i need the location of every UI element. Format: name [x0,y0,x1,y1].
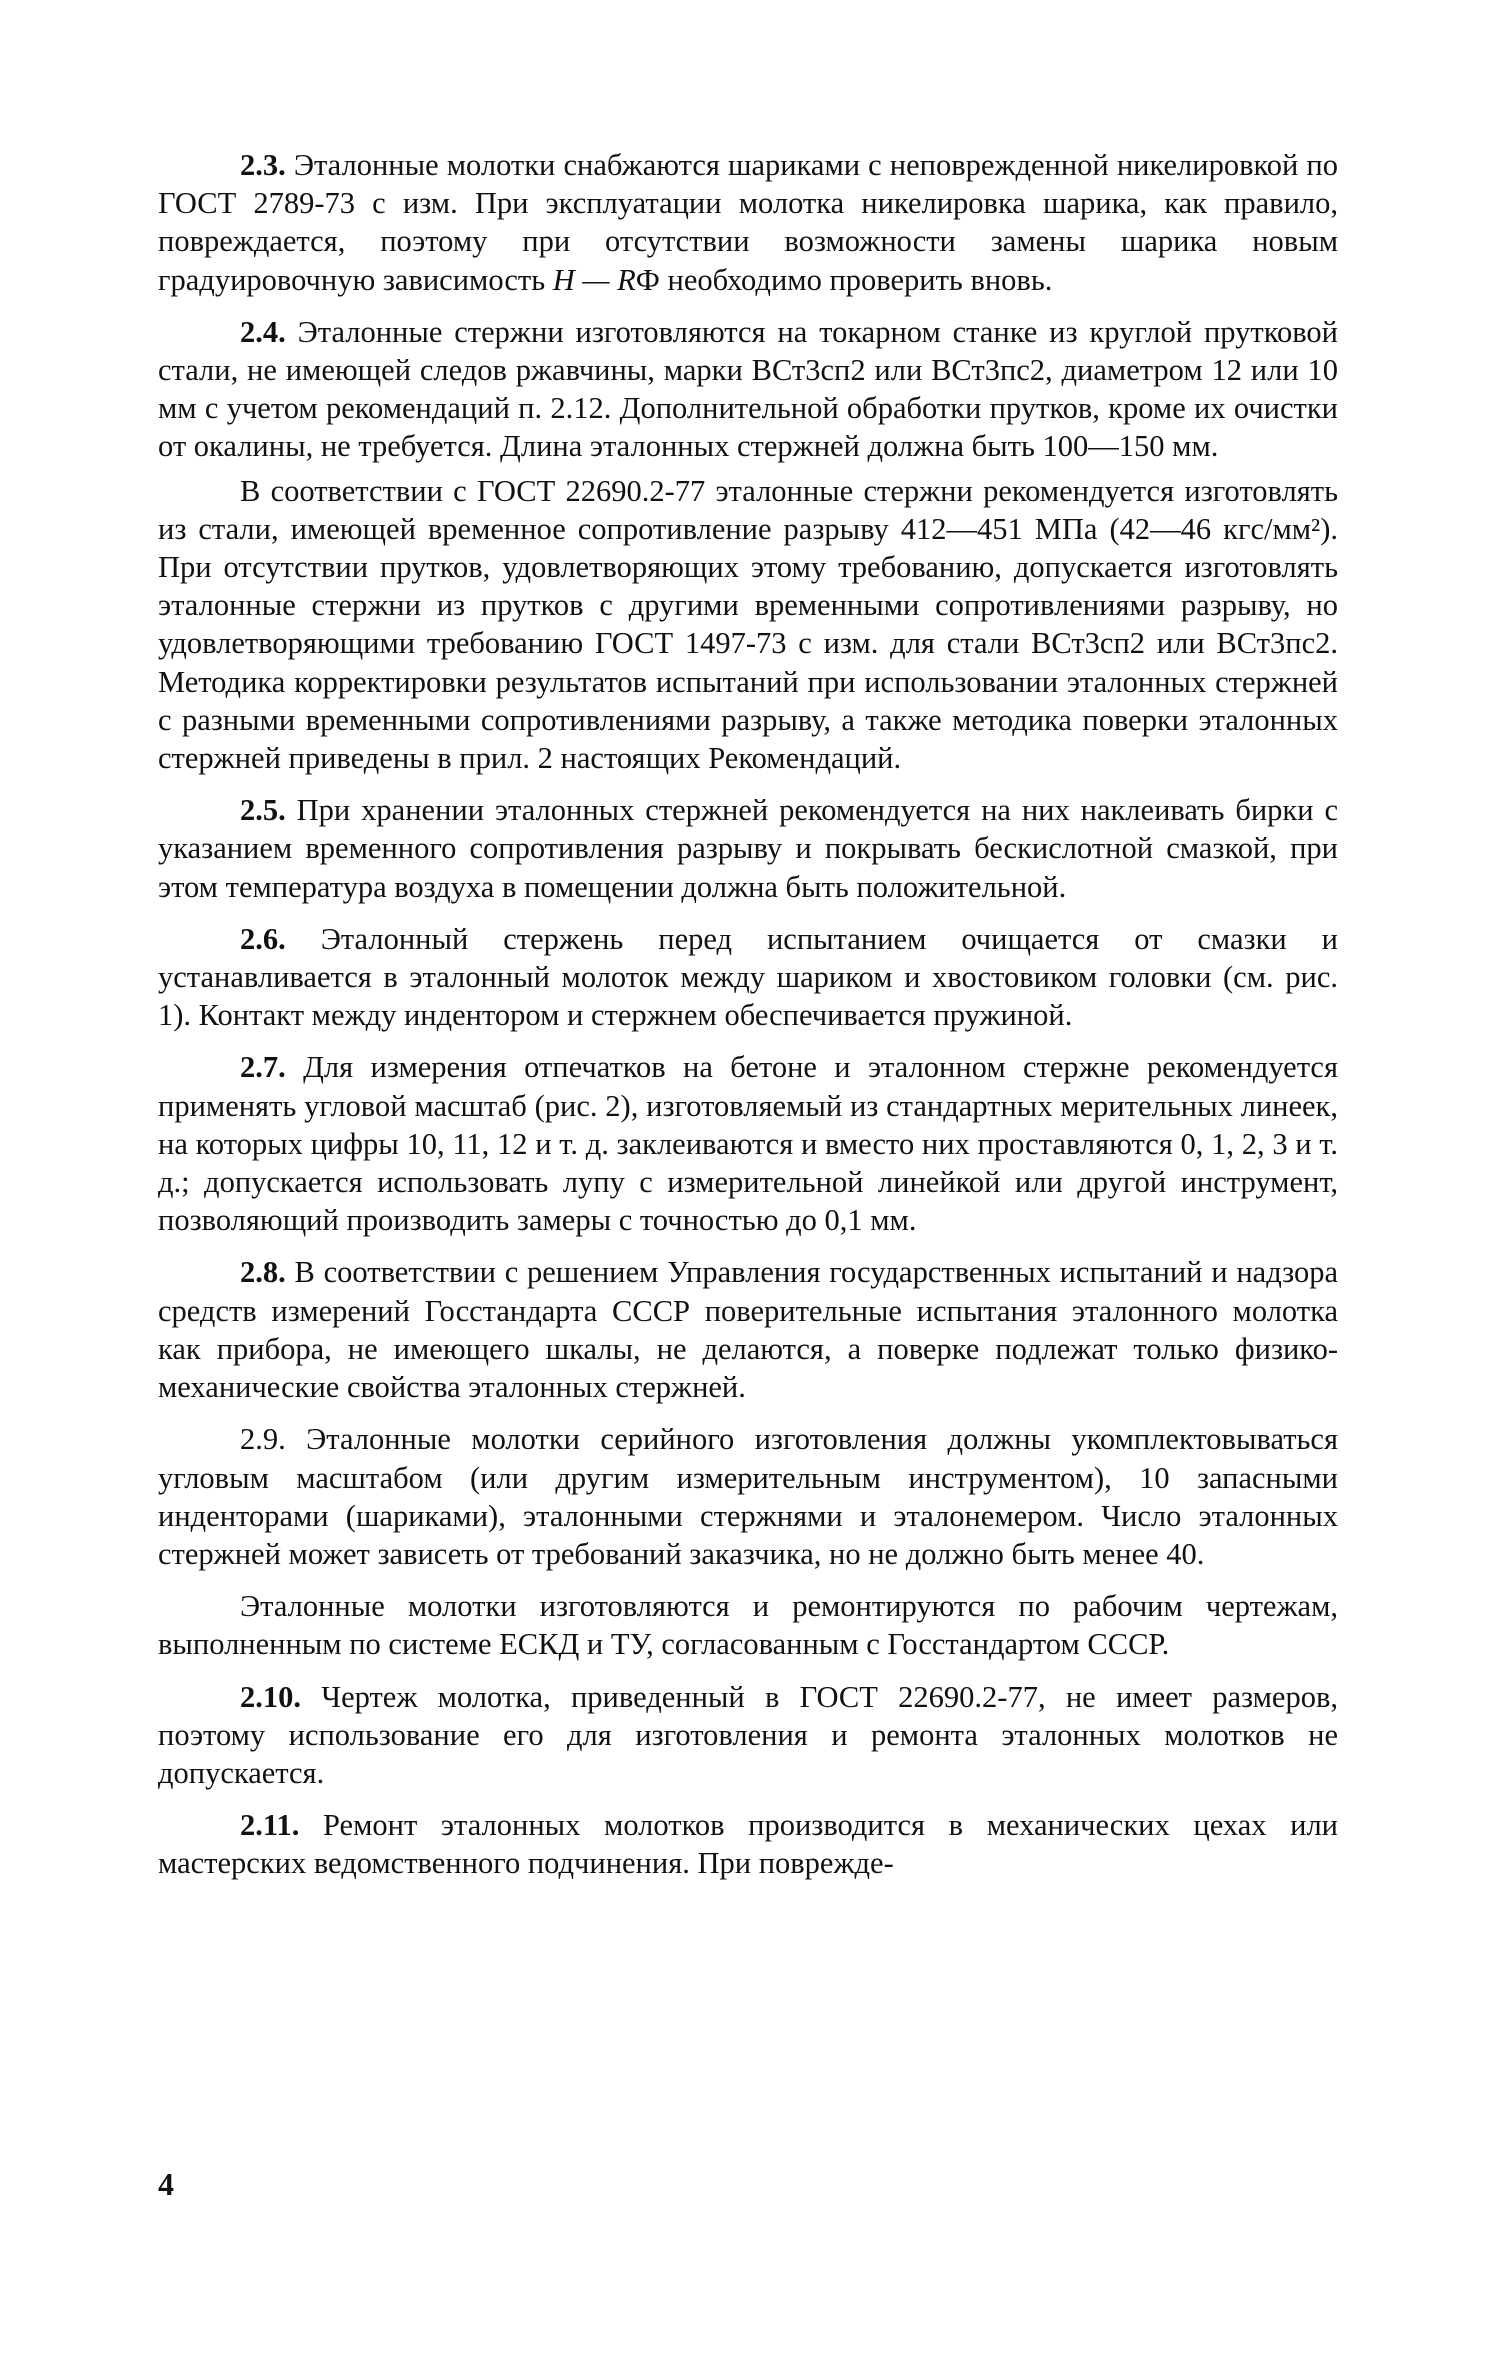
formula-h-r: H — R [552,262,636,297]
paragraph-2-11 [158,1806,1338,1882]
paragraph-2-6 [158,920,1338,1035]
paragraph-text: Ремонт эталонных молотков производится в механических цехах или мастерских ведомственного подчинения. При поврежде- [158,1808,1338,1881]
paragraph-number: 2.3. [240,148,286,182]
paragraph-2-7 [158,1048,1338,1239]
paragraph-number: 2.7. [240,1050,286,1085]
paragraph-text: При хранении эталонных стержней рекомендуется на них наклеивать бирки с указанием временного сопротивления разрыву и покрывать бескислотной смазкой, при этом температура воздуха в помещении должна быть положительной. [158,793,1338,904]
page-text [158,146,1338,1889]
paragraph-number: 2.8. [240,1255,286,1290]
paragraph-number: 2.5. [240,793,286,828]
paragraph-text-tail: Ф необходимо проверить вновь. [635,262,1053,297]
paragraph-2-9-cont [158,1587,1338,1663]
paragraph-number: 2.10. [240,1679,301,1714]
paragraph-number: 2.9. [240,1422,286,1457]
paragraph-number: 2.4. [240,314,286,349]
paragraph-text: Эталонные стержни изготовляются на токарном станке из круглой прутковой стали, не имеющей следов ржавчины, марки ВСт3сп2 или ВСт3пс2, диаметром 12 или 10 мм с учетом рекомендаций п. 2.12. Дополнительной обработки прутков, кроме их очистки от окалины, не требуется. Длина эталонных стержней должна быть 100—150 мм. [158,314,1338,464]
paragraph-2-9 [158,1420,1338,1573]
paragraph-text: Эталонные молотки снабжаются шариками с неповрежденной никелировкой по ГОСТ 2789-73 с изм. При эксплуатации молотка никелировка шарика, как правило, повреждается, поэтому при отсутствии возможности замены шарика новым градуировочную зависимость [158,148,1338,297]
paragraph-2-4-cont [158,472,1338,778]
paragraph-text: Для измерения отпечатков на бетоне и эталонном стержне рекомендуется применять угловой масштаб (рис. 2), изготовляемый из стандартных мерительных линеек, на которых цифры 10, 11, 12 и т. д. заклеиваются и вместо них проставляются 0, 1, 2, 3 и т. д.; допускается использовать лупу с измерительной линейкой или другой инструмент, позволяющий производить замеры с точностью до 0,1 мм. [158,1050,1338,1238]
paragraph-2-5 [158,791,1338,906]
paragraph-text: Эталонный стержень перед испытанием очищается от смазки и устанавливается в эталонный молоток между шариком и хвостовиком головки (см. рис. 1). Контакт между индентором и стержнем обеспечивается пружиной. [158,921,1338,1033]
paragraph-text: Чертеж молотка, приведенный в ГОСТ 22690.2-77, не имеет размеров, поэтому использование его для изготовления и ремонта эталонных молотков не допускается. [158,1679,1338,1790]
paragraph-2-10 [158,1678,1338,1793]
paragraph-text: В соответствии с решением Управления государственных испытаний и надзора средств измерений Госстандарта СССР поверительные испытания эталонного молотка как прибора, не имеющего шкалы, не делаются, а поверке подлежат только физико-механические свойства эталонных стержней. [158,1255,1338,1405]
paragraph-2-8 [158,1253,1338,1406]
paragraph-2-4 [158,313,1338,466]
page-number: 4 [158,2166,174,2202]
paragraph-text: Эталонные молотки серийного изготовления должны укомплектовываться угловым масштабом (или другим измерительным инструментом), 10 запасными инденторами (шариками), эталонными стержнями и эталонемером. Число эталонных стержней может зависеть от требований заказчика, но не должно быть менее 40. [158,1422,1338,1571]
paragraph-text: В соответствии с ГОСТ 22690.2-77 эталонные стержни рекомендуется изготовлять из стали, имеющей временное сопротивление разрыву 412—451 МПа (42—46 кгс/мм²). При отсутствии прутков, удовлетворяющих этому требованию, допускается изготовлять эталонные стержни из прутков с другими временными сопротивлениями разрыву, но удовлетворяющими требованию ГОСТ 1497-73 с изм. для стали ВСт3сп2 или ВСт3пс2. Методика корректировки результатов испытаний при использовании эталонных стержней с разными временными сопротивлениями разрыву, а также методика поверки эталонных стержней приведены в прил. 2 настоящих Рекомендаций. [158,473,1338,776]
paragraph-number: 2.11. [240,1808,300,1843]
paragraph-2-3 [158,146,1338,299]
paragraph-number: 2.6. [240,921,286,956]
paragraph-text: Эталонные молотки изготовляются и ремонтируются по рабочим чертежам, выполненным по системе ЕСКД и ТУ, согласованным с Госстандартом СССР. [158,1589,1338,1662]
